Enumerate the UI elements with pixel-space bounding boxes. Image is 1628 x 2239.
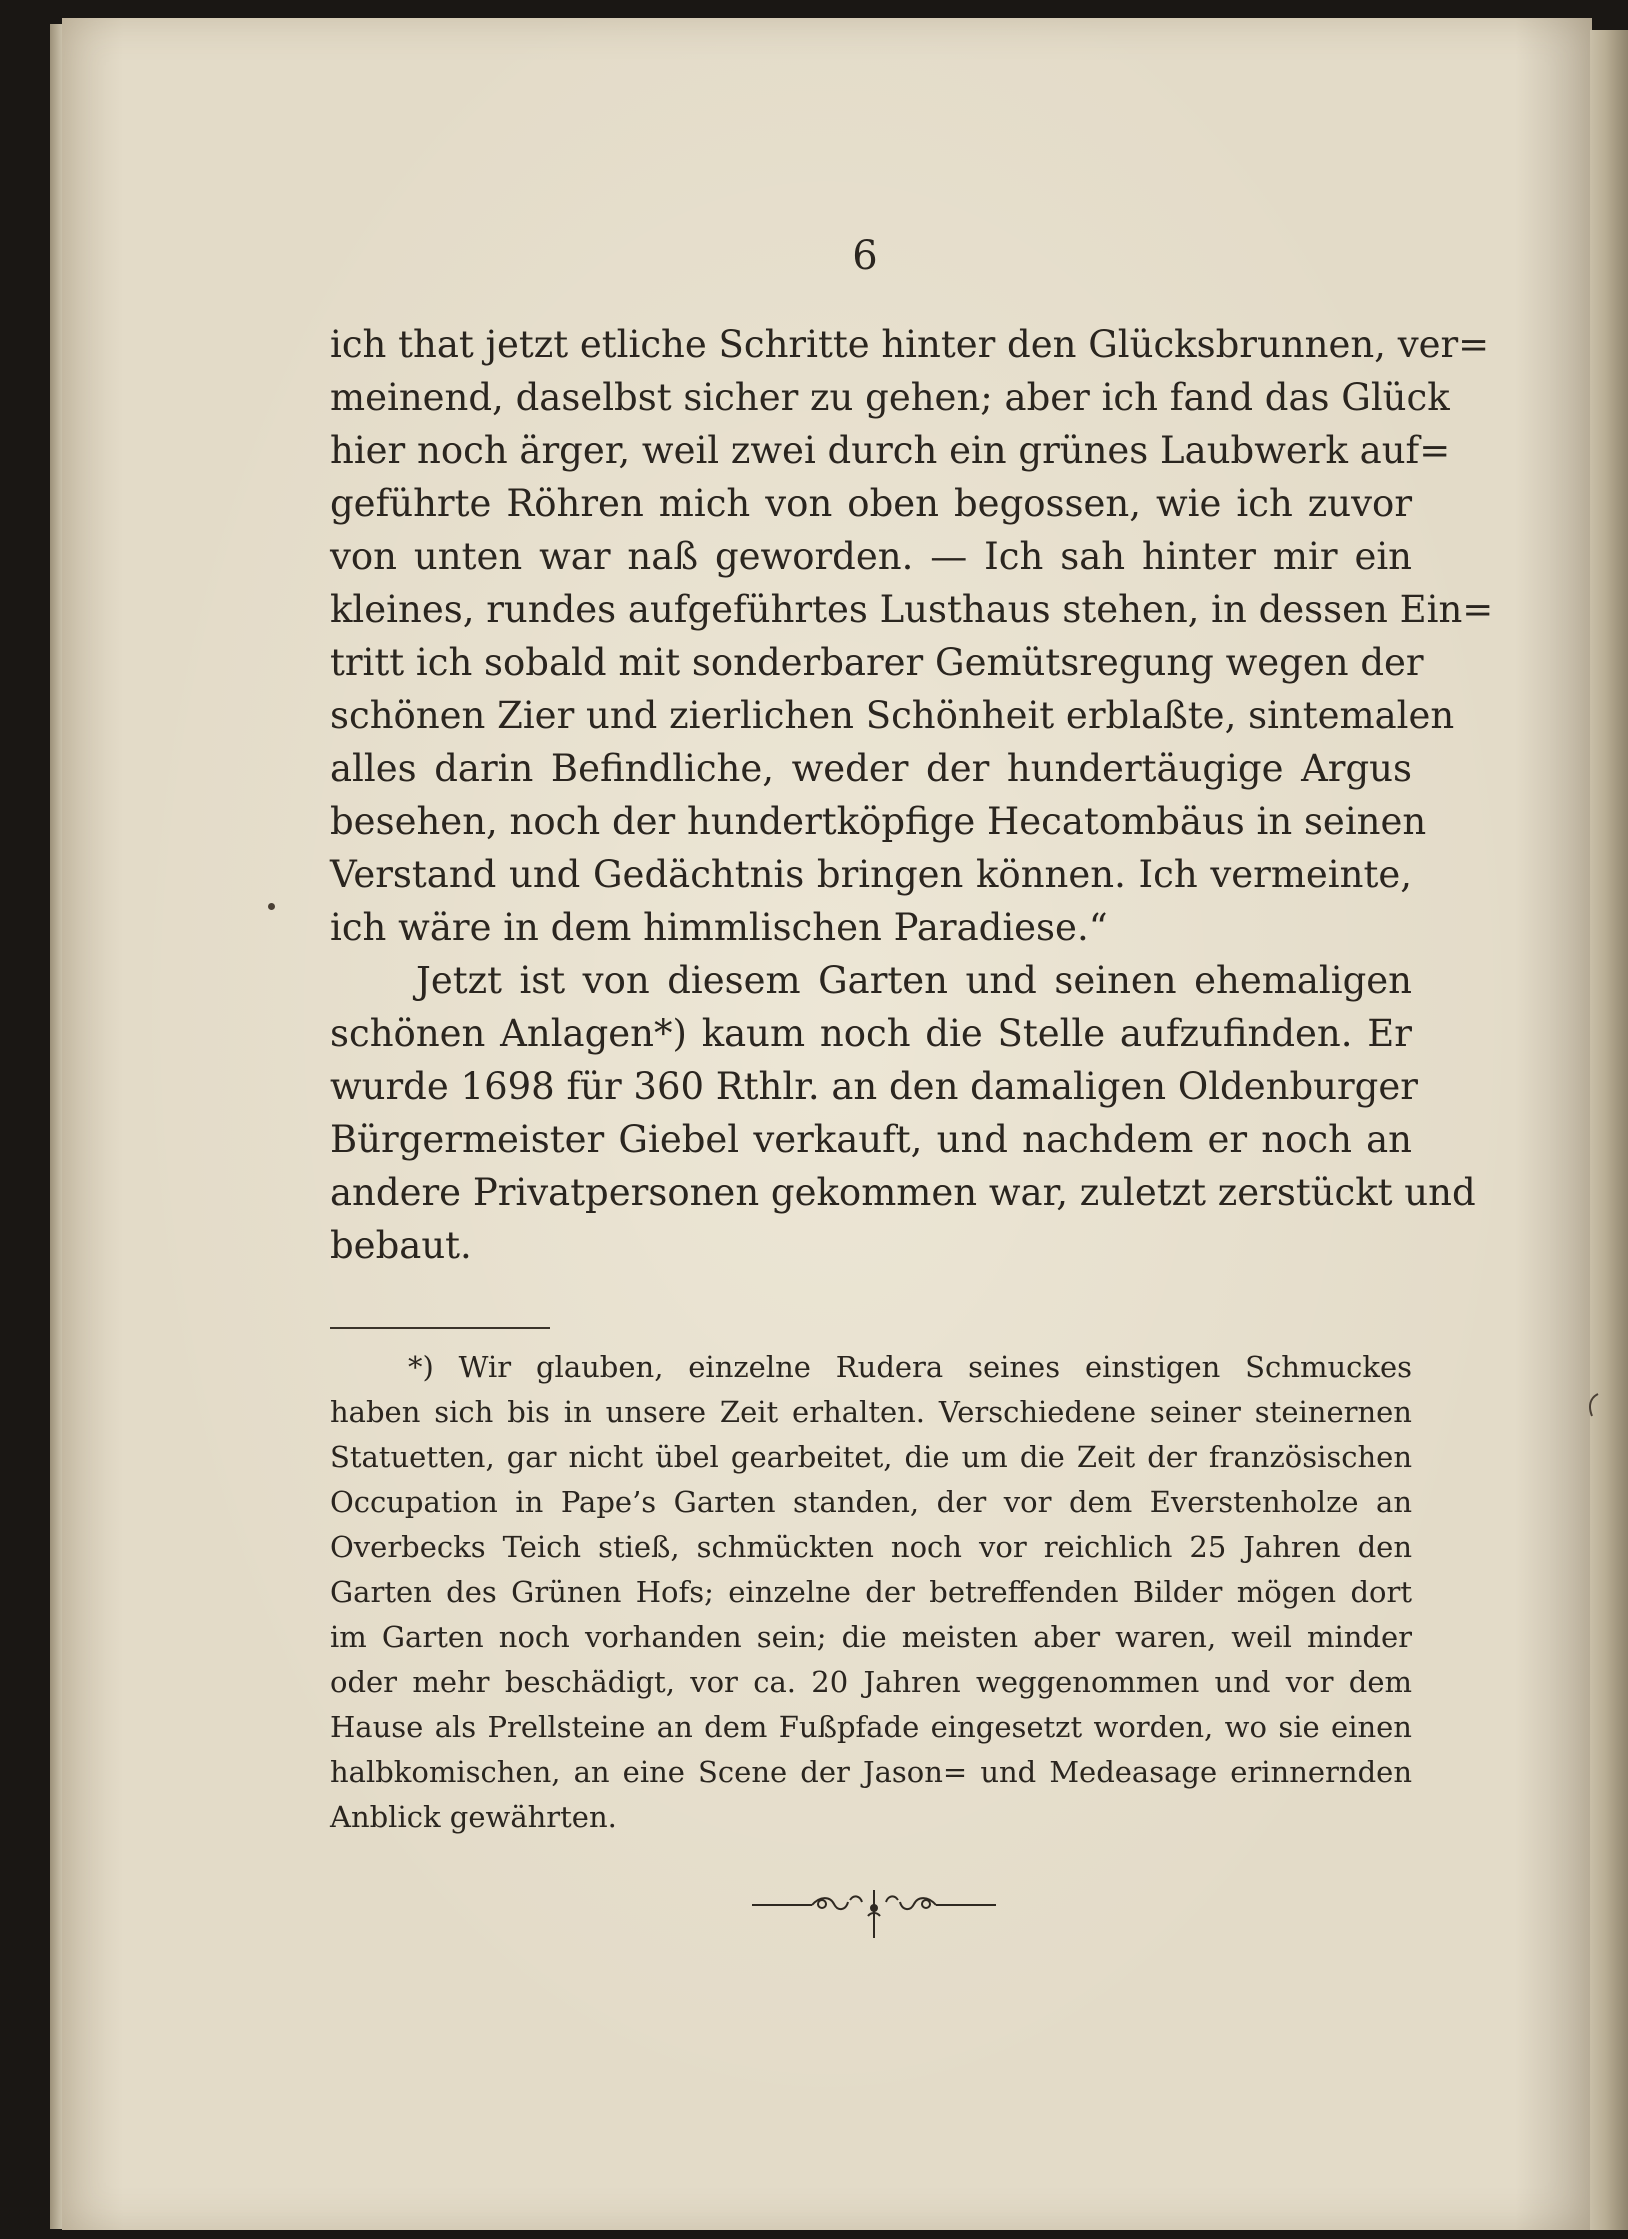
body-line: ich that jetzt etliche Schritte hinter den Glücksbrunnen, ver= (330, 323, 1490, 366)
footnote-line: Statuetten, gar nicht übel gearbeitet, die um die Zeit der französischen (330, 1440, 1412, 1474)
body-line: tritt ich sobald mit sonderbarer Gemütsregung wegen der (330, 641, 1424, 684)
fleuron-ornament-icon (750, 1880, 1000, 1940)
body-line: von unten war naß geworden. — Ich sah hinter mir ein (330, 535, 1412, 578)
body-line: schönen Anlagen*) kaum noch die Stelle aufzufinden. Er (330, 1012, 1412, 1055)
footnote-line: Anblick gewährten. (330, 1800, 617, 1834)
body-line: bebaut. (330, 1224, 472, 1267)
body-line: Bürgermeister Giebel verkauft, und nachdem er noch an (330, 1118, 1412, 1161)
footnote-line: Occupation in Pape’s Garten standen, der vor dem Everstenholze an (330, 1485, 1412, 1519)
footnote-line: oder mehr beschädigt, vor ca. 20 Jahren weggenommen und vor dem (330, 1665, 1412, 1699)
page-right-edge (1590, 30, 1628, 2230)
body-text (330, 318, 1494, 1272)
body-line: schönen Zier und zierlichen Schönheit erblaßte, sintemalen (330, 694, 1455, 737)
footnote-line: halbkomischen, an eine Scene der Jason= und Medeasage erinnernden (330, 1755, 1412, 1789)
footnote-line: Garten des Grünen Hofs; einzelne der betreffenden Bilder mögen dort (330, 1575, 1412, 1609)
body-line: andere Privatpersonen gekommen war, zuletzt zerstückt und (330, 1171, 1476, 1214)
footnote-line: Hause als Prellsteine an dem Fußpfade eingesetzt worden, wo sie einen (330, 1710, 1412, 1744)
footnote-line: *) Wir glauben, einzelne Rudera seines einstigen Schmuckes (408, 1350, 1412, 1384)
body-line: meinend, daselbst sicher zu gehen; aber ich fand das Glück (330, 376, 1450, 419)
footnote (330, 1345, 1412, 1840)
footnote-line: im Garten noch vorhanden sein; die meisten aber waren, weil minder (330, 1620, 1412, 1654)
footnote-divider (330, 1327, 550, 1329)
body-line: ich wäre in dem himmlischen Paradiese.“ (330, 906, 1108, 949)
body-line: besehen, noch der hundertköpfige Hecatombäus in seinen (330, 800, 1427, 843)
body-line: wurde 1698 für 360 Rthlr. an den damaligen Oldenburger (330, 1065, 1418, 1108)
page-edge-mark-icon (1584, 1390, 1604, 1420)
body-line: Jetzt ist von diesem Garten und seinen ehemaligen (416, 959, 1412, 1002)
footnote-line: haben sich bis in unsere Zeit erhalten. Verschiedene seiner steinernen (330, 1395, 1412, 1429)
body-line: geführte Röhren mich von oben begossen, wie ich zuvor (330, 482, 1412, 525)
footnote-line: Overbecks Teich stieß, schmückten noch vor reichlich 25 Jahren den (330, 1530, 1412, 1564)
body-line: hier noch ärger, weil zwei durch ein grünes Laubwerk auf= (330, 429, 1451, 472)
ink-dot-mark (268, 903, 275, 910)
body-line: alles darin Befindliche, weder der hundertäugige Argus (330, 747, 1412, 790)
body-line: kleines, rundes aufgeführtes Lusthaus stehen, in dessen Ein= (330, 588, 1494, 631)
body-line: Verstand und Gedächtnis bringen können. Ich vermeinte, (330, 853, 1412, 896)
page-number: 6 (852, 233, 878, 279)
